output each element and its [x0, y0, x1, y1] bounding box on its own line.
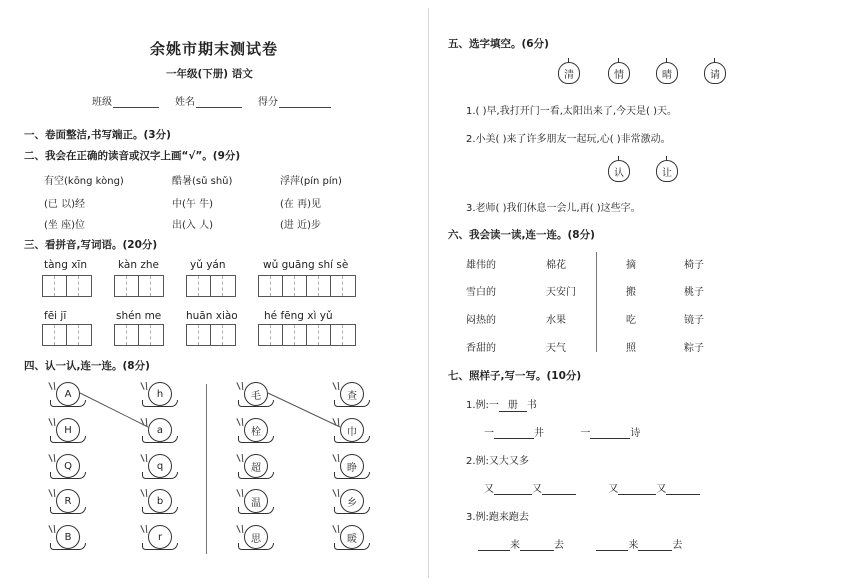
- q2-item[interactable]: 浮萍(pín pín): [280, 176, 342, 187]
- snail-char[interactable]: 思: [236, 525, 278, 551]
- column-divider: [596, 252, 597, 352]
- q2-item[interactable]: 中(午 牛): [172, 199, 213, 210]
- question-3-heading: 三、看拼音,写词语。(20分): [24, 239, 158, 251]
- exam-subtitle: 一年级(下册) 语文: [166, 68, 253, 80]
- pinyin-label: tàng xīn: [44, 259, 87, 271]
- snail-letter[interactable]: H: [48, 418, 90, 444]
- match-word[interactable]: 天安门: [546, 287, 576, 298]
- snail-letter[interactable]: b: [140, 489, 182, 515]
- q7-example-1: 1.例:一 册 书: [466, 396, 537, 412]
- match-word[interactable]: 照: [626, 343, 636, 354]
- snail-char[interactable]: 毛: [236, 382, 278, 408]
- q5-sentence[interactable]: 3.老师( )我们休息一会儿,再( )这些字。: [466, 203, 641, 214]
- q7-row-2[interactable]: 又 又 又 又: [484, 480, 700, 495]
- example-measure-word: 册: [499, 396, 527, 412]
- snail-char[interactable]: 超: [236, 454, 278, 480]
- question-1-heading: 一、卷面整洁,书写端正。(3分): [24, 129, 171, 141]
- match-word[interactable]: 搬: [626, 287, 636, 298]
- question-5-heading: 五、选字填空。(6分): [448, 38, 549, 50]
- pinyin-label: kàn zhe: [118, 259, 159, 271]
- class-label: 班级: [92, 97, 112, 108]
- match-word[interactable]: 水果: [546, 315, 566, 326]
- exam-title: 余姚市期末测试卷: [150, 40, 279, 58]
- q2-item[interactable]: (坐 座)位: [44, 220, 85, 231]
- snail-char[interactable]: 暖: [332, 525, 374, 551]
- pinyin-label: yǔ yán: [190, 259, 226, 271]
- match-word[interactable]: 棉花: [546, 260, 566, 271]
- match-word[interactable]: 天气: [546, 343, 566, 354]
- match-word[interactable]: 桃子: [684, 287, 704, 298]
- pinyin-label: fēi jī: [44, 310, 67, 322]
- snail-char[interactable]: 温: [236, 489, 278, 515]
- match-word[interactable]: 粽子: [684, 343, 704, 354]
- q2-item[interactable]: (进 近)步: [280, 220, 321, 231]
- match-word[interactable]: 椅子: [684, 260, 704, 271]
- snail-char[interactable]: 栓: [236, 418, 278, 444]
- pinyin-label: huān xiào: [186, 310, 238, 322]
- pinyin-label: hé fēng xì yǔ: [264, 310, 333, 322]
- snail-letter[interactable]: Q: [48, 454, 90, 480]
- question-7-heading: 七、照样子,写一写。(10分): [448, 370, 582, 382]
- snail-letter[interactable]: B: [48, 525, 90, 551]
- snail-char[interactable]: 乡: [332, 489, 374, 515]
- match-word[interactable]: 香甜的: [466, 343, 496, 354]
- question-4-heading: 四、认一认,连一连。(8分): [24, 360, 150, 372]
- match-word[interactable]: 吃: [626, 315, 636, 326]
- char-choice[interactable]: 晴: [656, 62, 678, 84]
- snail-char[interactable]: 巾: [332, 418, 374, 444]
- pinyin-label: wǔ guāng shí sè: [263, 259, 349, 271]
- q7-row-1[interactable]: 一 井 一 诗: [484, 428, 641, 439]
- question-2-heading: 二、我会在正确的读音或汉字上画“√”。(9分): [24, 150, 241, 162]
- snail-letter[interactable]: h: [140, 382, 182, 408]
- match-word[interactable]: 雄伟的: [466, 260, 496, 271]
- snail-letter[interactable]: R: [48, 489, 90, 515]
- q7-row-3[interactable]: 来 去 来 去: [478, 536, 682, 551]
- char-choice[interactable]: 认: [608, 160, 630, 182]
- snail-letter[interactable]: a: [140, 418, 182, 444]
- match-word[interactable]: 闷热的: [466, 315, 496, 326]
- question-6-heading: 六、我会读一读,连一连。(8分): [448, 229, 595, 241]
- char-choice[interactable]: 请: [704, 62, 726, 84]
- match-word[interactable]: 摘: [626, 260, 636, 271]
- char-choice[interactable]: 情: [608, 62, 630, 84]
- name-label: 姓名: [175, 97, 195, 108]
- pinyin-label: shén me: [116, 310, 162, 322]
- q2-item[interactable]: (已 以)经: [44, 199, 85, 210]
- q7-example-3: 3.例:跑来跑去: [466, 512, 529, 523]
- q2-item[interactable]: 出(入 人): [172, 220, 213, 231]
- snail-letter[interactable]: A: [48, 382, 90, 408]
- q7-example-2: 2.例:又大又多: [466, 456, 529, 467]
- snail-letter[interactable]: r: [140, 525, 182, 551]
- q2-item[interactable]: (在 再)见: [280, 199, 321, 210]
- q5-sentence[interactable]: 2.小美( )来了许多朋友一起玩,心( )非常激动。: [466, 134, 671, 145]
- snail-char[interactable]: 睁: [332, 454, 374, 480]
- q2-item[interactable]: 有空(kōng kòng): [44, 176, 124, 187]
- match-word[interactable]: 镜子: [684, 315, 704, 326]
- snail-char[interactable]: 查: [332, 382, 374, 408]
- snail-letter[interactable]: q: [140, 454, 182, 480]
- score-label: 得分: [258, 97, 278, 108]
- char-choice[interactable]: 让: [656, 160, 678, 182]
- q2-item[interactable]: 酷暑(sǔ shǔ): [172, 176, 233, 187]
- page-divider: [428, 8, 429, 578]
- char-choice[interactable]: 清: [558, 62, 580, 84]
- q5-sentence[interactable]: 1.( )早,我打开门一看,太阳出来了,今天是( )天。: [466, 106, 678, 117]
- match-word[interactable]: 雪白的: [466, 287, 496, 298]
